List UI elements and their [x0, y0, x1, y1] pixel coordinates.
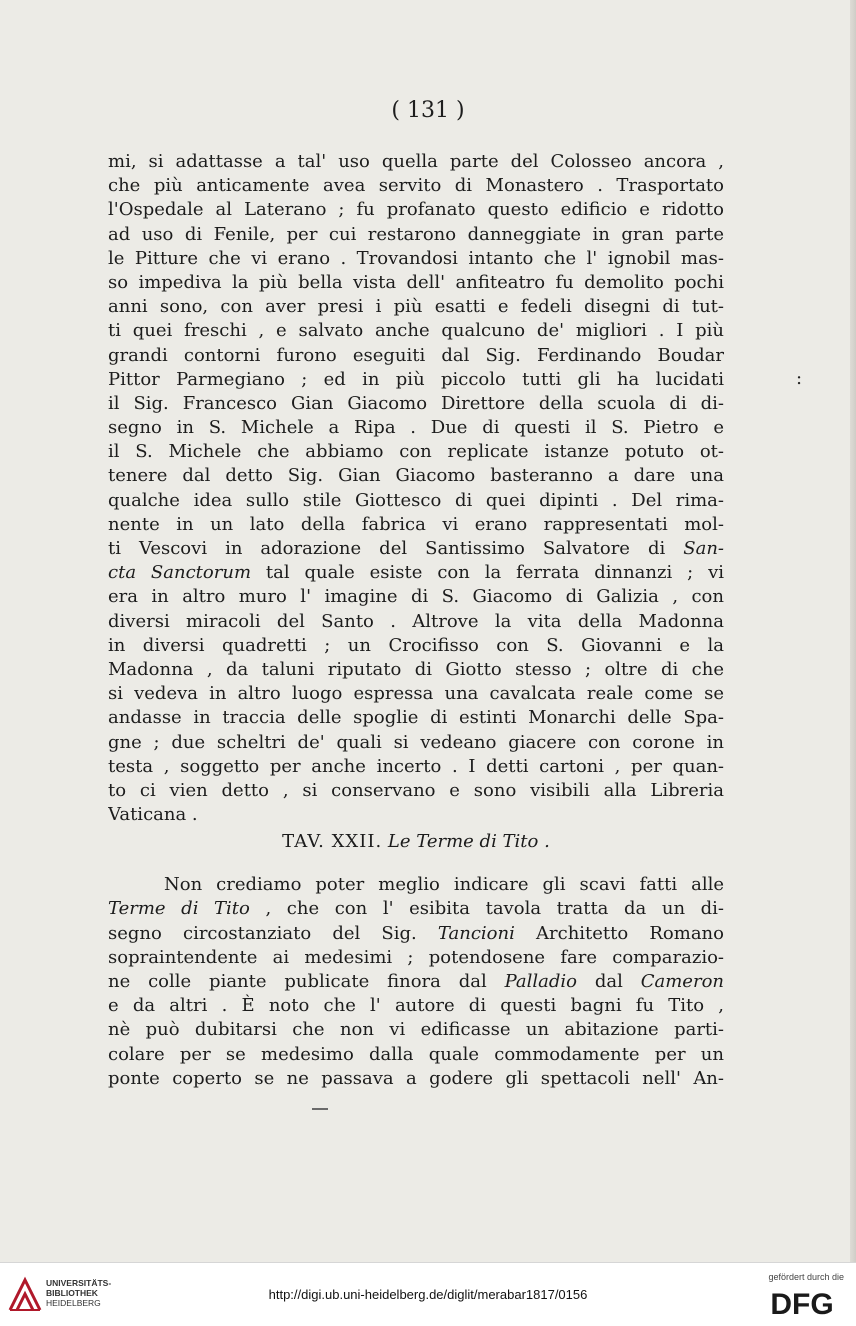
paragraph-1 [108, 150, 724, 561]
text-line: qualche idea sullo stile Giottesco di quei dipinti . Del rima- [108, 489, 724, 511]
text-line: e da altri . È noto che l' autore di questi bagni fu Tito , [108, 995, 724, 1017]
page-edge [850, 0, 856, 1262]
dfg-logo-icon[interactable] [760, 1287, 844, 1317]
text-line: nente in un lato della fabrica vi erano rappresentati mol- [108, 513, 724, 535]
text-line: cta Sanctorum tal quale esiste con la ferrata dinnanzi ; vi [108, 562, 724, 584]
text-line: Pittor Parmegiano ; ed in più piccolo tutti gli ha lucidati [108, 368, 724, 390]
section-heading [108, 827, 724, 861]
text-line: il Sig. Francesco Gian Giacomo Direttore della scuola di di- [108, 392, 724, 414]
text-line: diversi miracoli del Santo . Altrove la vita della Madonna [108, 610, 724, 632]
text-line: mi, si adattasse a tal' uso quella parte del Colosseo ancora , [108, 151, 724, 172]
catchword-dash [312, 1108, 328, 1110]
text-line: che più anticamente avea servito di Monastero . Trasportato [108, 175, 724, 197]
page-number: ( 131 ) [391, 98, 465, 123]
text-line: era in altro muro l' imagine di S. Giacomo di Galizia , con [108, 586, 724, 608]
margin-mark: : [796, 368, 803, 389]
text-line: colare per se medesimo dalla quale commodamente per un [108, 1043, 724, 1065]
text-line: segno in S. Michele a Ripa . Due di questi il S. Pietro e [108, 417, 724, 439]
text-line: gne ; due scheltri de' quali si vedeano giacere con corone in [108, 731, 724, 753]
text-line: grandi contorni furono eseguiti dal Sig. Ferdinando Boudar [108, 344, 724, 366]
text-line: si vedeva in altro luogo espressa una cavalcata reale come se [108, 683, 724, 705]
funded-by-label: gefördert durch die [768, 1272, 844, 1282]
text-line: andasse in traccia delle spoglie di estinti Monarchi delle Spa- [108, 707, 724, 729]
text-line: Non crediamo poter meglio indicare gli scavi fatti alle [164, 874, 724, 896]
text-line: l'Ospedale al Laterano ; fu profanato questo edificio e ridotto [108, 199, 724, 221]
text-line: ti Vescovi in adorazione del Santissimo Salvatore di San- [108, 538, 724, 559]
text-line: tenere dal detto Sig. Gian Giacomo basteranno a dare una [108, 465, 724, 487]
text-line: segno circostanziato del Sig. Tancioni Architetto Romano [108, 922, 724, 944]
text-line: sopraintendente ai medesimi ; potendosene fare comparazio- [108, 946, 724, 968]
text-line: ne colle piante publicate finora dal Palladio dal Cameron [108, 971, 724, 992]
text-line: testa , soggetto per anche incerto . I detti cartoni , per quan- [108, 755, 724, 777]
text-line: to ci vien detto , si conservano e sono visibili alla Libreria [108, 779, 724, 801]
text-line: Terme di Tito , che con l' esibita tavola tratta da un di- [108, 898, 724, 920]
page-url[interactable]: http://digi.ub.uni-heidelberg.de/diglit/merabar1817/0156 [268, 1287, 588, 1302]
text-line: anni sono, con aver presi i più esatti e fedeli disegni di tut- [108, 296, 724, 318]
text-line: Vaticana . [108, 804, 198, 826]
text-line: ponte coperto se ne passava a godere gli spettacoli nell' An- [108, 1067, 724, 1089]
text-line: in diversi quadretti ; un Crocifisso con S. Giovanni e la [108, 634, 724, 656]
section-title: Le Terme di Tito . [387, 831, 550, 853]
text-line: il S. Michele che abbiamo con replicate istanze potuto ot- [108, 441, 724, 463]
text-line: so impediva la più bella vista dell' anfiteatro fu demolito pochi [108, 271, 724, 293]
svg-text:DFG: DFG [770, 1288, 834, 1317]
text-line: ad uso di Fenile, per cui restarono danneggiate in gran parte [108, 223, 724, 245]
text-line: ti quei freschi , e salvato anche qualcuno de' migliori . I più [108, 320, 724, 342]
text-line: nè può dubitarsi che non vi edificasse un abitazione parti- [108, 1019, 724, 1041]
paragraph-1-continued [108, 585, 724, 827]
viewer-footer [0, 1262, 856, 1326]
plate-number: TAV. XXII. [282, 831, 383, 853]
paragraph-2 [108, 873, 724, 1091]
text-line: Madonna , da taluni riputato di Giotto stesso ; oltre di che [108, 658, 724, 680]
university-library-name[interactable]: UNIVERSITÄTS- BIBLIOTHEK HEIDELBERG [46, 1278, 112, 1308]
body-text [108, 150, 724, 1091]
text-line: le Pitture che vi erano . Trovandosi intanto che l' ignobil mas- [108, 247, 724, 269]
